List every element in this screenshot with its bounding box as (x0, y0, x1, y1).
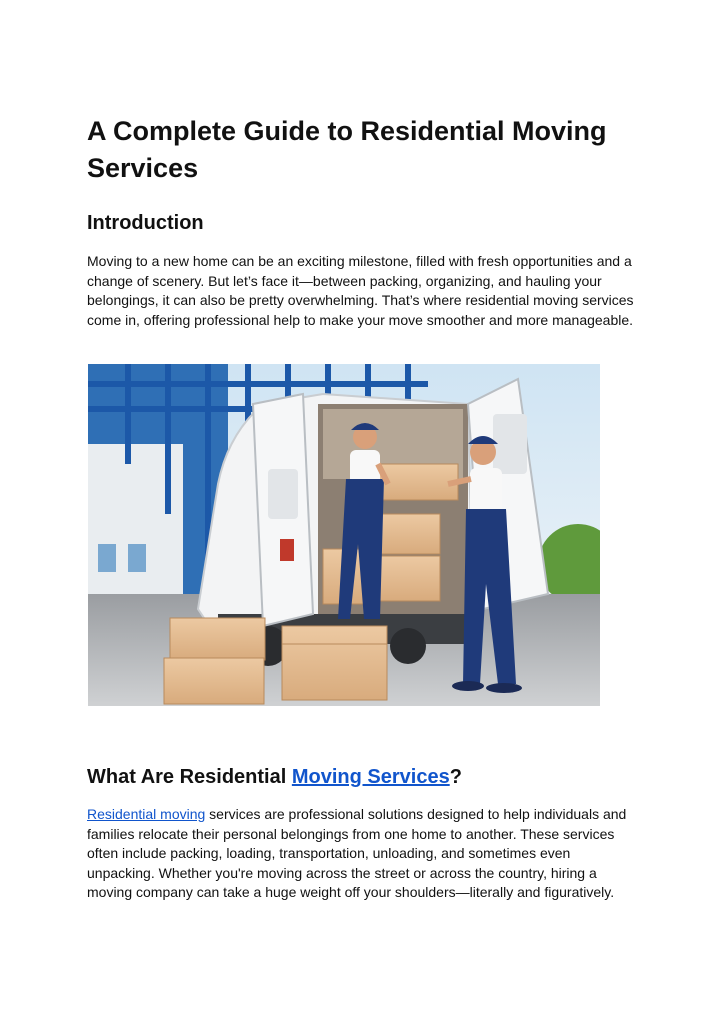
movers-loading-van-photo (88, 364, 600, 706)
section-paragraph-text: services are professional solutions designed to help individuals and families relocate their personal belongings from one home to another. These services often include packing, loading, transportation, unloading, and sometimes even unpacking. Whether you're moving across the street or across the country, hiring a moving company can take a huge weight off your shoulders—literally and figuratively. (87, 806, 627, 900)
ground-box-1 (170, 618, 265, 660)
section-heading (87, 764, 462, 790)
ground-box-3 (282, 626, 387, 700)
page-title: A Complete Guide to Residential Moving Services (87, 116, 607, 183)
introduction-heading: Introduction (87, 212, 204, 234)
moving-services-link[interactable]: Moving Services (291, 766, 450, 788)
introduction-paragraph: Moving to a new home can be an exciting milestone, filled with fresh opportunities and a change of scenery. But let’s face it—between packing, organizing, and hauling your belongings, it can also be pretty overwhelming. That’s where residential moving services come in, offering professional help to make your move smoother and more manageable. (87, 253, 634, 328)
ground-box-2 (164, 658, 264, 704)
section-heading-suffix: ? (449, 766, 462, 788)
section-paragraph (87, 805, 635, 903)
residential-moving-link[interactable]: Residential moving (87, 806, 206, 822)
section-heading-prefix: What Are Residential (87, 766, 292, 788)
